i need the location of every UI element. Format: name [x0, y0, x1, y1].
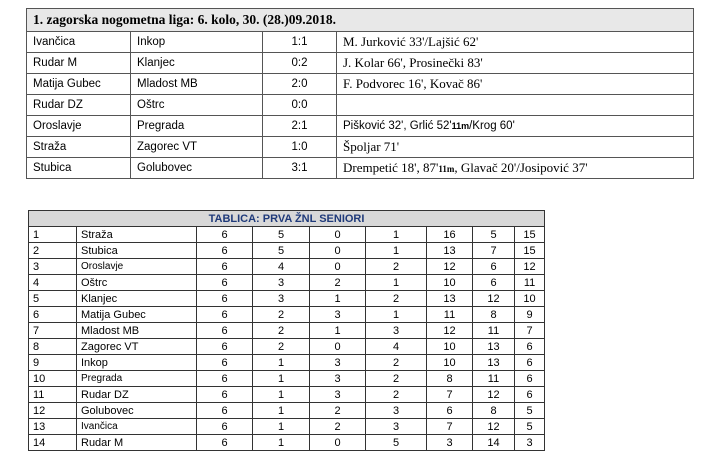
stat-cell: 3: [366, 323, 427, 339]
rank: 4: [29, 275, 77, 291]
stat-cell: 3: [366, 419, 427, 435]
stat-cell: 2: [253, 339, 310, 355]
stat-cell: 6: [197, 419, 253, 435]
rank: 14: [29, 435, 77, 451]
scorers-text: Drempetić 18', 87': [343, 160, 439, 175]
rank: 5: [29, 291, 77, 307]
stat-cell: 11: [515, 275, 545, 291]
stat-cell: 0: [310, 435, 366, 451]
match-scorers: [337, 53, 694, 74]
stat-cell: 6: [515, 339, 545, 355]
stat-cell: 1: [310, 323, 366, 339]
stat-cell: 1: [253, 403, 310, 419]
away-team: Oštrc: [131, 95, 263, 116]
stat-cell: 15: [515, 227, 545, 243]
stat-cell: 0: [310, 259, 366, 275]
match-score: 2:1: [263, 116, 337, 137]
match-score: 0:2: [263, 53, 337, 74]
away-team: Mladost MB: [131, 74, 263, 95]
stat-cell: 2: [310, 275, 366, 291]
match-scorers: [337, 74, 694, 95]
away-team: Inkop: [131, 32, 263, 53]
home-team: Rudar M: [27, 53, 131, 74]
home-team: Straža: [27, 137, 131, 158]
rank: 3: [29, 259, 77, 275]
stat-cell: 2: [366, 371, 427, 387]
home-team: Stubica: [27, 158, 131, 179]
scorers-text: /Krog 60': [469, 120, 515, 132]
penalty-mark: 11m: [451, 121, 470, 131]
stat-cell: 13: [473, 339, 515, 355]
stat-cell: 8: [473, 403, 515, 419]
away-team: Zagorec VT: [131, 137, 263, 158]
stat-cell: 13: [427, 243, 473, 259]
standings-title-row: [29, 211, 545, 227]
rank: 6: [29, 307, 77, 323]
away-team: Golubovec: [131, 158, 263, 179]
stat-cell: 6: [197, 291, 253, 307]
stat-cell: 6: [197, 259, 253, 275]
match-row: [27, 95, 694, 116]
match-score: 0:0: [263, 95, 337, 116]
stat-cell: 3: [427, 435, 473, 451]
stat-cell: 7: [515, 323, 545, 339]
stat-cell: 6: [197, 243, 253, 259]
team-name: Oroslavje: [77, 259, 197, 275]
stat-cell: 6: [197, 307, 253, 323]
stat-cell: 11: [473, 323, 515, 339]
team-name: Zagorec VT: [77, 339, 197, 355]
rank: 7: [29, 323, 77, 339]
standings-row: [29, 291, 545, 307]
team-name: Rudar M: [77, 435, 197, 451]
rank: 13: [29, 419, 77, 435]
home-team: Ivančica: [27, 32, 131, 53]
stat-cell: 16: [427, 227, 473, 243]
stat-cell: 11: [427, 307, 473, 323]
stat-cell: 13: [473, 355, 515, 371]
stat-cell: 6: [197, 355, 253, 371]
stat-cell: 2: [253, 307, 310, 323]
rank: 10: [29, 371, 77, 387]
match-score: 2:0: [263, 74, 337, 95]
stat-cell: 1: [253, 371, 310, 387]
standings-row: [29, 259, 545, 275]
stat-cell: 1: [366, 307, 427, 323]
scorers-text: Pišković 32', Grlić 52': [343, 120, 452, 132]
stat-cell: 12: [427, 323, 473, 339]
team-name: Oštrc: [77, 275, 197, 291]
stat-cell: 6: [473, 275, 515, 291]
stat-cell: 9: [515, 307, 545, 323]
stat-cell: 6: [197, 387, 253, 403]
stat-cell: 3: [310, 371, 366, 387]
standings-row: [29, 275, 545, 291]
stat-cell: 6: [197, 323, 253, 339]
standings-row: [29, 371, 545, 387]
stat-cell: 14: [473, 435, 515, 451]
stat-cell: 3: [310, 355, 366, 371]
stat-cell: 2: [366, 259, 427, 275]
stat-cell: 2: [310, 419, 366, 435]
stat-cell: 6: [197, 435, 253, 451]
stat-cell: 3: [253, 291, 310, 307]
match-score: 1:1: [263, 32, 337, 53]
stat-cell: 1: [253, 435, 310, 451]
stat-cell: 1: [366, 275, 427, 291]
standings-title: TABLICA: PRVA ŽNL SENIORI: [29, 211, 545, 227]
standings-row: [29, 435, 545, 451]
stat-cell: 10: [427, 339, 473, 355]
results-title: 1. zagorska nogometna liga: 6. kolo, 30. (28.)09.2018.: [27, 9, 694, 32]
stat-cell: 7: [427, 387, 473, 403]
stat-cell: 12: [515, 259, 545, 275]
team-name: Ivančica: [77, 419, 197, 435]
stat-cell: 1: [366, 243, 427, 259]
stat-cell: 10: [515, 291, 545, 307]
scorers-text: F. Podvorec 16', Kovač 86': [343, 76, 483, 91]
penalty-mark: 11m: [438, 164, 455, 174]
results-table: [26, 8, 694, 179]
away-team: Pregrada: [131, 116, 263, 137]
stat-cell: 3: [366, 403, 427, 419]
stat-cell: 8: [427, 371, 473, 387]
stat-cell: 2: [310, 403, 366, 419]
match-scorers: [337, 116, 694, 137]
standings-table: [28, 210, 545, 451]
match-scorers: [337, 32, 694, 53]
stat-cell: 2: [366, 387, 427, 403]
team-name: Pregrada: [77, 371, 197, 387]
match-scorers: [337, 95, 694, 116]
match-score: 3:1: [263, 158, 337, 179]
stat-cell: 12: [473, 291, 515, 307]
match-row: [27, 53, 694, 74]
stat-cell: 3: [310, 307, 366, 323]
team-name: Mladost MB: [77, 323, 197, 339]
home-team: Oroslavje: [27, 116, 131, 137]
rank: 11: [29, 387, 77, 403]
match-row: [27, 74, 694, 95]
match-row: [27, 116, 694, 137]
stat-cell: 6: [515, 355, 545, 371]
scorers-text: M. Jurković 33'/Lajšić 62': [343, 34, 479, 49]
standings-row: [29, 243, 545, 259]
team-name: Golubovec: [77, 403, 197, 419]
scorers-text: Špoljar 71': [343, 139, 400, 154]
stat-cell: 1: [366, 227, 427, 243]
stat-cell: 0: [310, 243, 366, 259]
stat-cell: 5: [253, 243, 310, 259]
stat-cell: 10: [427, 275, 473, 291]
scorers-text: J. Kolar 66', Prosinečki 83': [343, 55, 483, 70]
stat-cell: 5: [515, 419, 545, 435]
standings-row: [29, 339, 545, 355]
results-title-row: [27, 9, 694, 32]
stat-cell: 0: [310, 339, 366, 355]
stat-cell: 2: [366, 291, 427, 307]
team-name: Straža: [77, 227, 197, 243]
team-name: Stubica: [77, 243, 197, 259]
team-name: Matija Gubec: [77, 307, 197, 323]
rank: 9: [29, 355, 77, 371]
stat-cell: 8: [473, 307, 515, 323]
stat-cell: 4: [366, 339, 427, 355]
stat-cell: 12: [473, 419, 515, 435]
home-team: Rudar DZ: [27, 95, 131, 116]
rank: 1: [29, 227, 77, 243]
stat-cell: 6: [197, 275, 253, 291]
rank: 8: [29, 339, 77, 355]
stat-cell: 4: [253, 259, 310, 275]
stat-cell: 11: [473, 371, 515, 387]
match-scorers: [337, 158, 694, 179]
stat-cell: 5: [366, 435, 427, 451]
stat-cell: 5: [473, 227, 515, 243]
scorers-text: , Glavač 20'/Josipović 37': [454, 160, 588, 175]
match-row: [27, 137, 694, 158]
match-scorers: [337, 137, 694, 158]
stat-cell: 6: [473, 259, 515, 275]
stat-cell: 6: [427, 403, 473, 419]
stat-cell: 6: [197, 403, 253, 419]
stat-cell: 5: [253, 227, 310, 243]
stat-cell: 6: [197, 339, 253, 355]
stat-cell: 13: [427, 291, 473, 307]
stat-cell: 6: [197, 371, 253, 387]
stat-cell: 10: [427, 355, 473, 371]
match-row: [27, 158, 694, 179]
stat-cell: 1: [253, 355, 310, 371]
stat-cell: 3: [253, 275, 310, 291]
standings-row: [29, 355, 545, 371]
standings-row: [29, 419, 545, 435]
match-row: [27, 32, 694, 53]
standings-row: [29, 307, 545, 323]
stat-cell: 1: [253, 387, 310, 403]
standings-row: [29, 403, 545, 419]
standings-row: [29, 323, 545, 339]
home-team: Matija Gubec: [27, 74, 131, 95]
stat-cell: 15: [515, 243, 545, 259]
team-name: Inkop: [77, 355, 197, 371]
stat-cell: 3: [310, 387, 366, 403]
stat-cell: 12: [427, 259, 473, 275]
stat-cell: 7: [427, 419, 473, 435]
standings-row: [29, 387, 545, 403]
rank: 12: [29, 403, 77, 419]
team-name: Rudar DZ: [77, 387, 197, 403]
stat-cell: 1: [253, 419, 310, 435]
stat-cell: 5: [515, 403, 545, 419]
stat-cell: 12: [473, 387, 515, 403]
stat-cell: 0: [310, 227, 366, 243]
team-name: Klanjec: [77, 291, 197, 307]
stat-cell: 2: [253, 323, 310, 339]
stat-cell: 7: [473, 243, 515, 259]
stat-cell: 6: [515, 387, 545, 403]
standings-row: [29, 227, 545, 243]
away-team: Klanjec: [131, 53, 263, 74]
rank: 2: [29, 243, 77, 259]
stat-cell: 1: [310, 291, 366, 307]
stat-cell: 3: [515, 435, 545, 451]
stat-cell: 6: [197, 227, 253, 243]
match-score: 1:0: [263, 137, 337, 158]
stat-cell: 6: [515, 371, 545, 387]
stat-cell: 2: [366, 355, 427, 371]
